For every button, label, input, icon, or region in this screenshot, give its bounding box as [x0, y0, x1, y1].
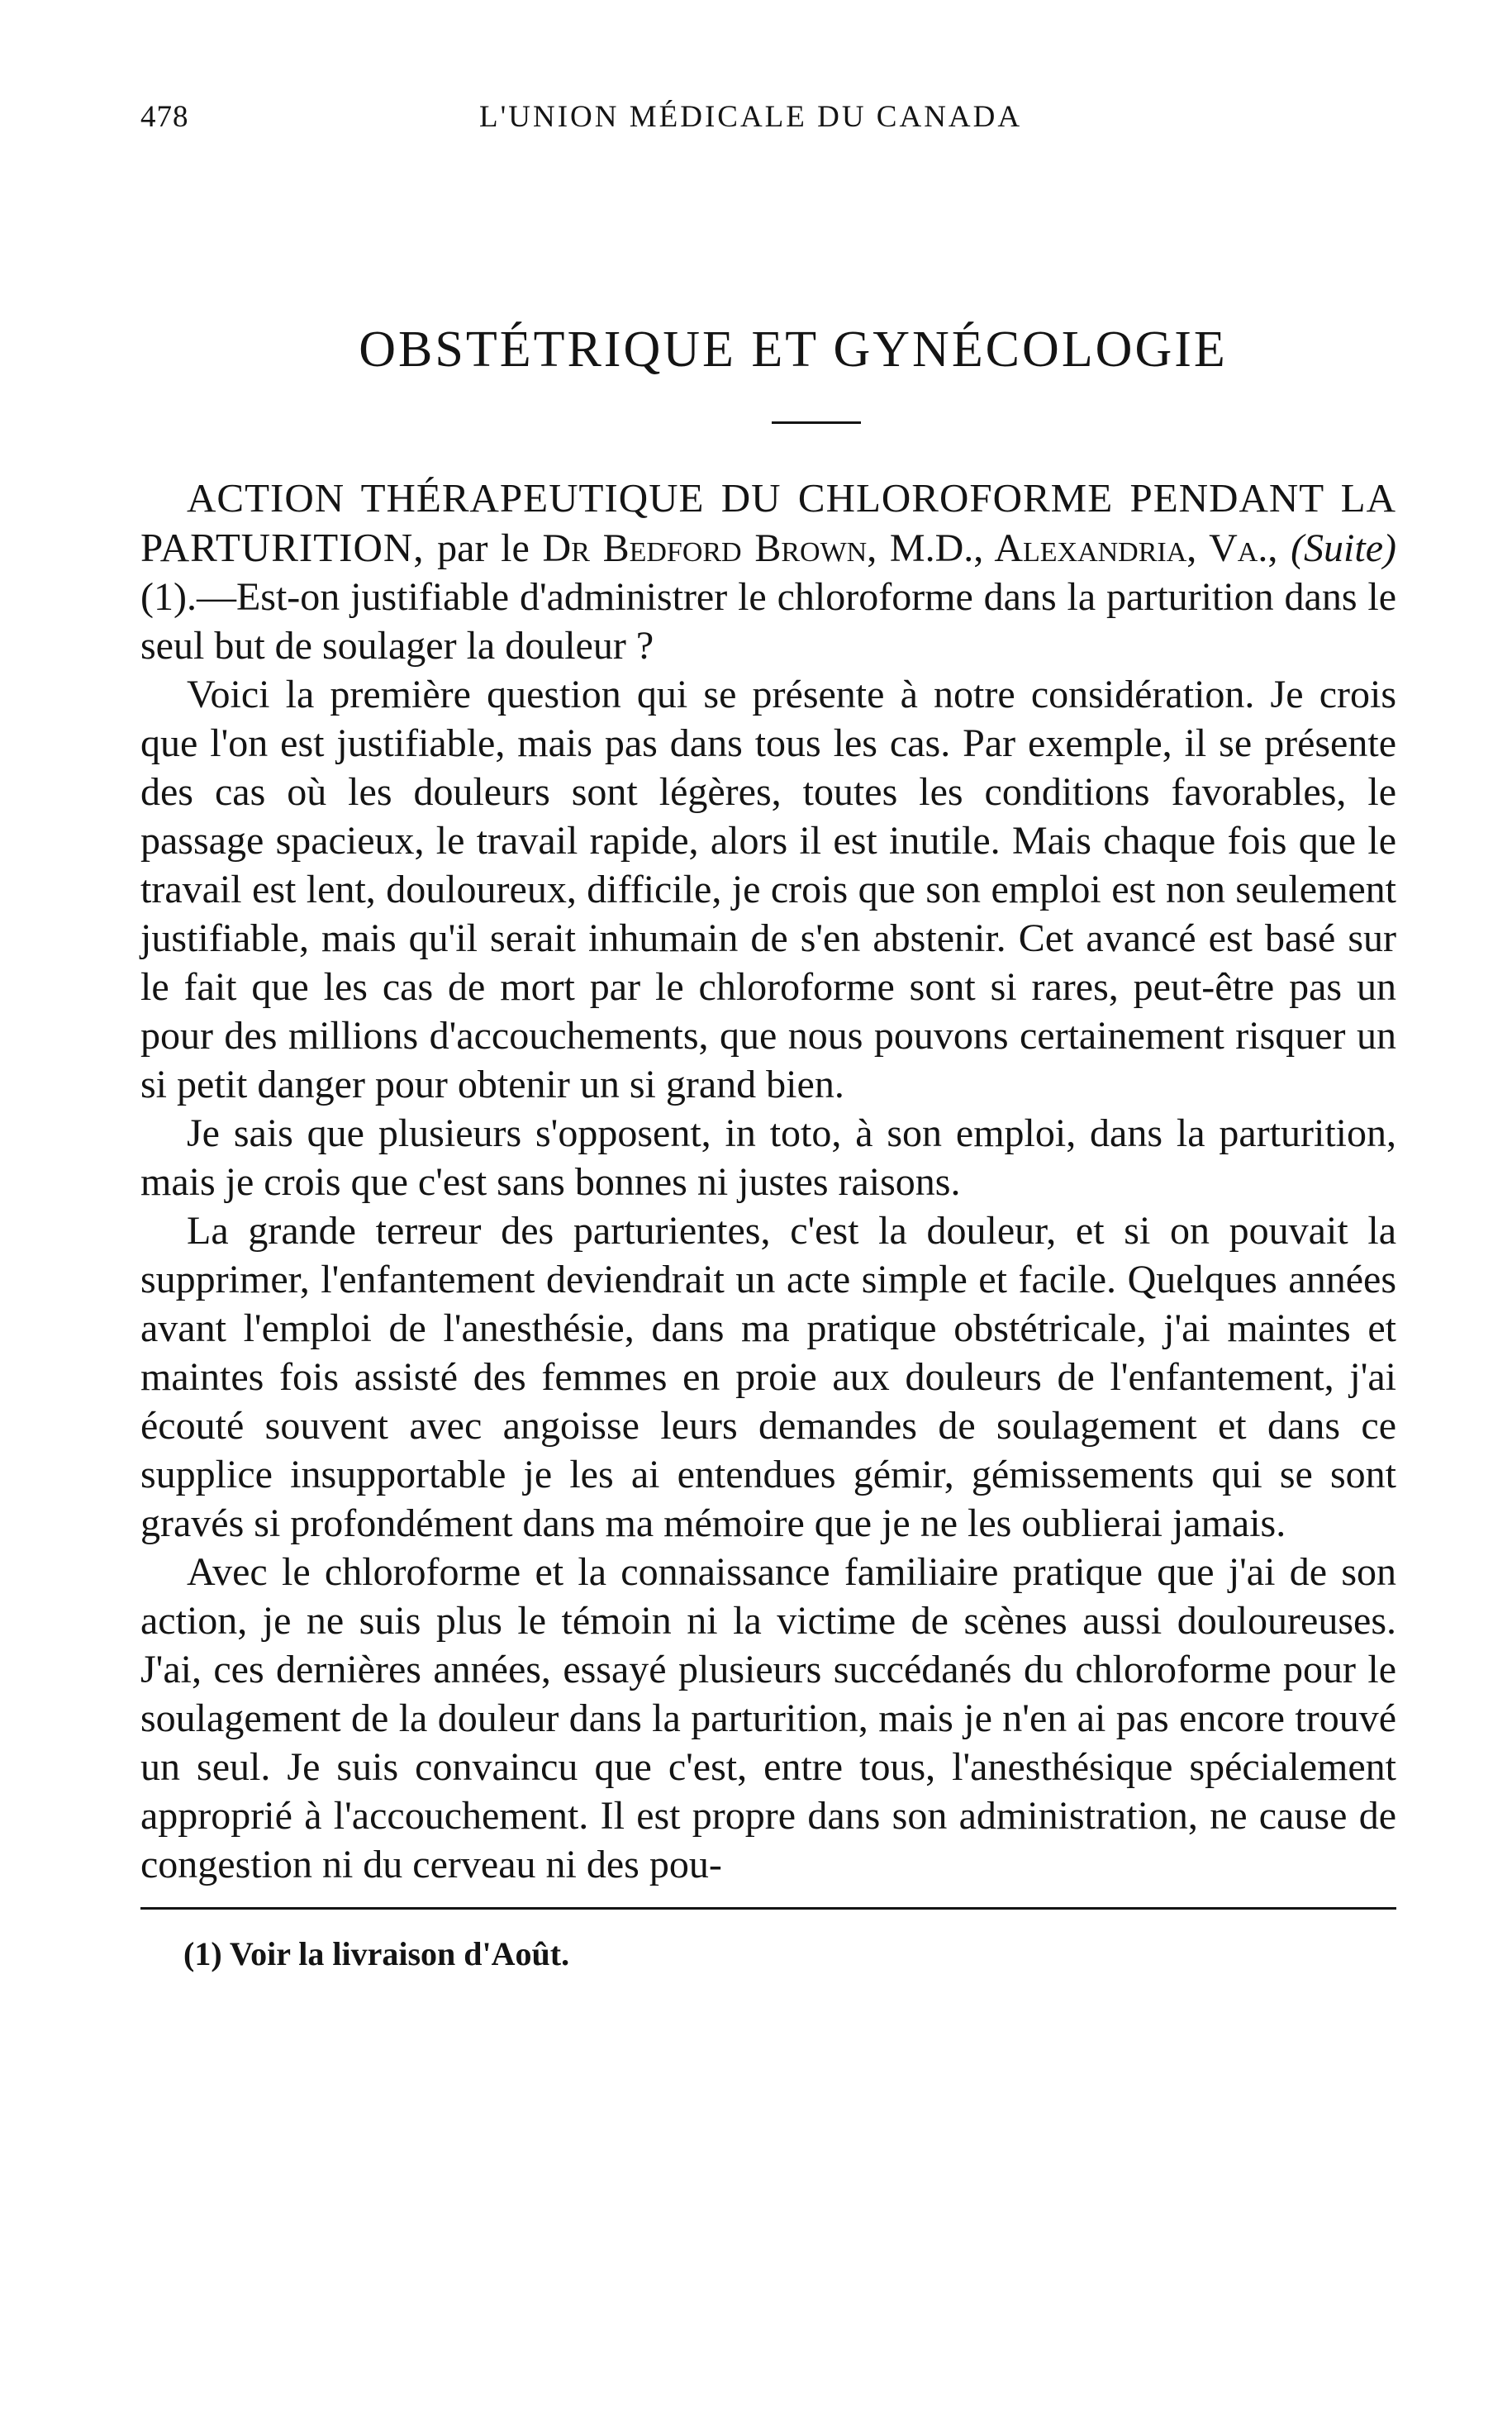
title-rule — [772, 421, 861, 424]
paragraph: Avec le chloroforme et la connaissance familiaire pratique que j'ai de son action, je ne suis plus le témoin ni la victime de scènes aussi douloureuses. J'ai, ces dernières années, essayé plusieurs succédanés du chloroforme pour le soulagement de la douleur dans la parturition, mais je n'en ai pas encore trouvé un seul. Je suis convaincu que c'est, entre tous, l'anesthésique spécialement approprié à l'accouchement. Il est propre dans son administration, ne cause de congestion ni du cerveau ni des pou- — [140, 1550, 1396, 1886]
running-head — [140, 83, 1396, 132]
journal-title: L'UNION MÉDICALE DU CANADA — [479, 100, 1023, 134]
byline-prefix: par le — [424, 526, 543, 570]
article-heading: ACTION THÉRAPEUTIQUE DU CHLOROFORME PENDANT LA PARTURITION, — [140, 475, 1396, 570]
article-lead-paragraph — [140, 473, 1396, 670]
footnote-rule — [140, 1907, 1396, 1910]
footnote-reference[interactable]: (1) — [140, 575, 187, 619]
article-author: Dr Bedford Brown, M.D., Alexandria, Va., — [542, 526, 1278, 570]
paragraph: Je sais que plusieurs s'opposent, in toto, à son emploi, dans la parturition, mais je crois que c'est sans bonnes ni justes raisons. — [140, 1111, 1396, 1204]
footnote: (1) Voir la livraison d'Août. — [183, 1935, 570, 1972]
page-number: 478 — [140, 100, 189, 134]
article-body — [140, 473, 1396, 1889]
section-title: OBSTÉTRIQUE ET GYNÉCOLOGIE — [359, 321, 1228, 378]
lead-text: .—Est-on justifiable d'administrer le chloroforme dans la parturition dans le seul but de soulager la douleur ? — [140, 575, 1396, 668]
page — [140, 83, 1396, 1974]
paragraph: Voici la première question qui se présente à notre considération. Je crois que l'on est justifiable, mais pas dans tous les cas. Par exemple, il se présente des cas où les douleurs sont légères, toutes les conditions favorables, le passage spacieux, le travail rapide, alors il est inutile. Mais chaque fois que le travail est lent, douloureux, difficile, je crois que son emploi est non seulement justifiable, mais qu'il serait inhumain de s'en abstenir. Cet avancé est basé sur le fait que les cas de mort par le chloroforme sont si rares, peut-être pas un pour des millions d'accouchements, que nous pouvons certainement risquer un si petit danger pour obtenir un si grand bien. — [140, 673, 1396, 1106]
suite-label: (Suite) — [1277, 526, 1397, 570]
paragraph: La grande terreur des parturientes, c'est la douleur, et si on pouvait la supprimer, l'enfantement deviendrait un acte simple et facile. Quelques années avant l'emploi de l'anesthésie, dans ma pratique obstétricale, j'ai maintes et maintes fois assisté des femmes en proie aux douleurs de l'enfantement, j'ai écouté souvent avec angoisse leurs demandes de soulagement et dans ce supplice insupportable je les ai entendues gémir, gémissements qui se sont gravés si profondément dans ma mémoire que je ne les oublierai jamais. — [140, 1209, 1396, 1545]
